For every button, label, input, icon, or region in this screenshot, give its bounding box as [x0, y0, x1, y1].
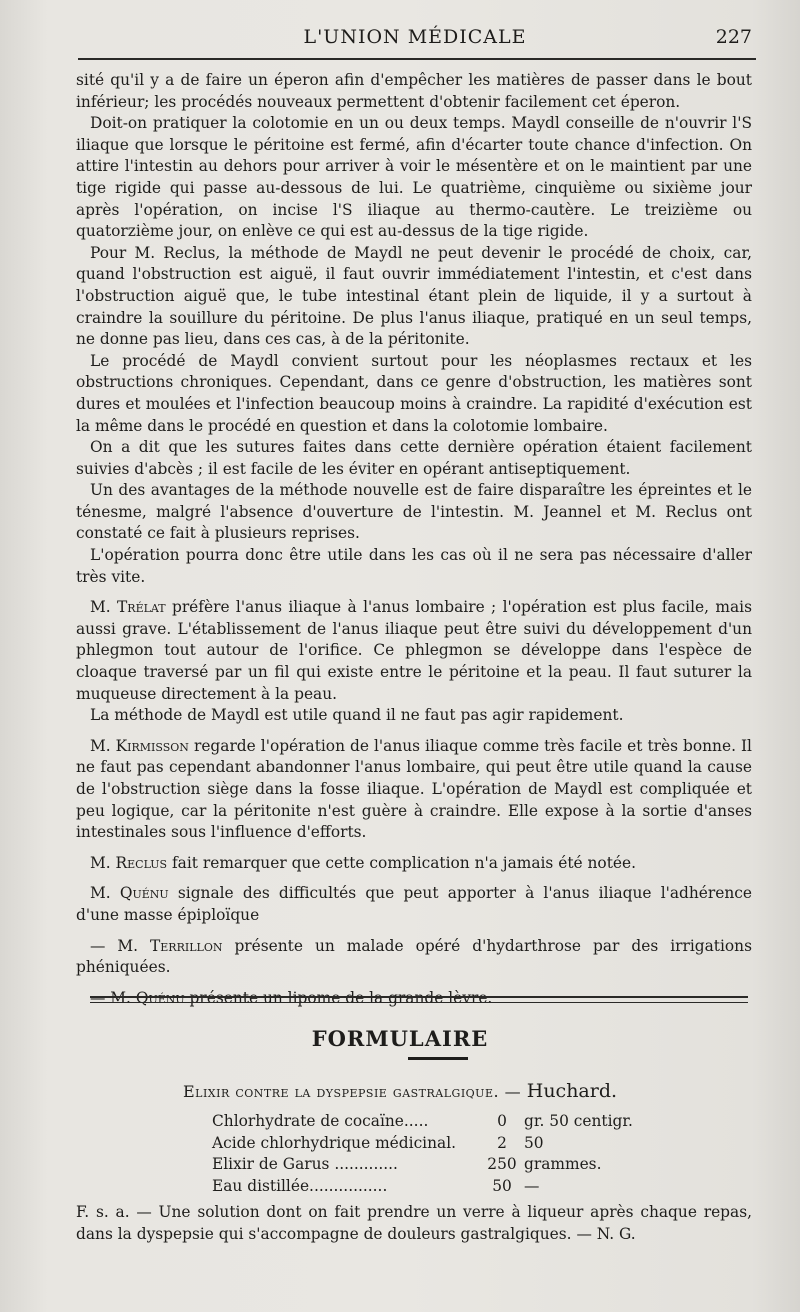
page-number: 227 [715, 26, 752, 48]
paragraph-text: regarde l'opération de l'anus iliaque comme très facile et très bonne. Il ne faut pas cependant abandonner l'anus lombaire, qui peut être utile quand la cause de l'obstruction siège dans la fosse iliaque. L'opération de Maydl est compliquée et peu logique, car la péritonite n'est guère à craindre. Elle expose à la sortie d'anses intestinales sous l'influence d'efforts. [76, 736, 752, 842]
paragraph: Pour M. Reclus, la méthode de Maydl ne peut devenir le procédé de choix, car, quand l'obstruction est aiguë, il faut ouvrir immédiatement l'intestin, et c'est dans l'obstruction aiguë que, le tube intestinal étant plein de liquide, il y a surtout à craindre la souillure du péritoine. De plus l'anus iliaque, pratiqué en un seul temps, ne donne pas lieu, dans ces cas, à de la péritonite. [76, 243, 752, 349]
paragraph: La méthode de Maydl est utile quand il ne faut pas agir rapidement. [90, 706, 624, 725]
paragraph [76, 853, 752, 875]
ingredient-unit: — [524, 1176, 540, 1195]
dash: — [90, 988, 111, 1007]
recipe-table [212, 1112, 644, 1198]
paragraph-text: préfère l'anus iliaque à l'anus lombaire ; l'opération est plus facile, mais aussi grave. L'établissement de l'anus iliaque peut être suivi du développement d'un phlegmon tout autour de l'orifice. Ce phlegmon se développe dans l'espèce de cloaque traversé par un fil qui existe entre le péritoine et la peau. Il faut suturer la muqueuse directement à la peau. [76, 598, 752, 703]
paragraph: Le procédé de Maydl convient surtout pour les néoplasmes rectaux et les obstructions chroniques. Cependant, dans ce genre d'obstruction, les matières sont dures et moulées et l'infection beaucoup moins à craindre. La rapidité d'exécution est la même dans le procédé en question et dans la colotomie lombaire. [76, 351, 752, 435]
recipe-name: Elixir contre la dyspepsie gastralgique. — [182, 1082, 527, 1101]
ingredient-name: Elixir de Garus ............. [212, 1155, 398, 1173]
heading-underline [408, 1057, 468, 1060]
ingredient-quantity: 250 [487, 1155, 517, 1173]
recipe-note: F. s. a. — Une solution dont on fait prendre un verre à liqueur après chaque repas, dans la dyspepsie qui s'accompagne de douleurs gastralgiques. — N. G. [76, 1203, 752, 1243]
section-heading: FORMULAIRE [311, 1026, 489, 1051]
ingredient-name: Acide chlorhydrique médicinal. [212, 1133, 457, 1152]
running-head [78, 26, 752, 56]
recipe-author: Huchard. [526, 1080, 618, 1102]
header-rule [78, 58, 756, 60]
running-title: L'UNION MÉDICALE [303, 26, 527, 48]
dash: — [90, 936, 118, 955]
recipe-title [0, 1080, 800, 1102]
paragraph [76, 597, 752, 705]
article-body [76, 70, 752, 1009]
paragraph: On a dit que les sutures faites dans cette dernière opération étaient facilement suivies d'abcès ; il est facile de les éviter en opérant antiseptiquement. [76, 438, 752, 478]
ingredient-quantity: 50 [492, 1176, 512, 1195]
table-row [212, 1155, 644, 1177]
paragraph [76, 936, 752, 979]
ingredient-quantity: 2 [497, 1133, 507, 1152]
ingredient-name: Eau distillée................ [212, 1176, 388, 1195]
paragraph [76, 883, 752, 926]
paragraph: sité qu'il y a de faire un éperon afin d'empêcher les matières de passer dans le bout inférieur; les procédés nouveaux permettent d'obtenir facilement cet éperon. [76, 71, 752, 111]
speaker-name: M. Reclus [90, 853, 168, 872]
speaker-name: M. Terrillon [117, 936, 223, 955]
speaker-name: M. Quénu [90, 884, 169, 903]
paragraph-text: présente un malade opéré d'hydarthrose par des irrigations phéniquées. [76, 936, 752, 977]
paragraph-text: fait remarquer que cette complication n'a jamais été notée. [167, 853, 636, 872]
paragraph: L'opération pourra donc être utile dans les cas où il ne sera pas nécessaire d'aller très vite. [76, 546, 752, 586]
ingredient-name: Chlorhydrate de cocaïne..... [212, 1112, 429, 1130]
table-row [212, 1177, 644, 1199]
section-divider [90, 996, 748, 1003]
paragraph-text: signale des difficultés que peut apporter à l'anus iliaque l'adhérence d'une masse épiploïque [76, 884, 753, 924]
table-row [212, 1134, 644, 1156]
paragraph [76, 736, 752, 844]
speaker-name: M. Trélat [90, 598, 166, 617]
speaker-name: M. Quénu [110, 988, 185, 1007]
ingredient-unit: grammes. [524, 1155, 602, 1173]
paragraph-text: présente un lipome de la grande lèvre. [184, 988, 493, 1007]
paragraph: Un des avantages de la méthode nouvelle est de faire disparaître les épreintes et le ténesme, malgré l'absence d'ouverture de l'intestin. M. Jeannel et M. Reclus ont constaté ce fait à plusieurs reprises. [76, 481, 752, 543]
speaker-name: M. Kirmisson [90, 736, 189, 755]
paragraph: Doit-on pratiquer la colotomie en un ou deux temps. Maydl conseille de n'ouvrir l'S iliaque que lorsque le péritoine est fermé, afin d'écarter toute chance d'infection. On attire l'intestin au dehors pour arriver à voir le mésentère et on le maintient par une tige rigide qui passe au-dessous de lui. Le quatrième, cinquième ou sixième jour après l'opération, on incise l'S iliaque au thermo-cautère. Le treizième ou quatorzième jour, on enlève ce qui est au-dessus de la tige rigide. [76, 114, 752, 241]
table-row [212, 1112, 644, 1134]
ingredient-unit: 50 [524, 1133, 544, 1152]
ingredient-quantity: 0 [497, 1112, 507, 1130]
ingredient-unit: gr. 50 centigr. [524, 1112, 633, 1130]
